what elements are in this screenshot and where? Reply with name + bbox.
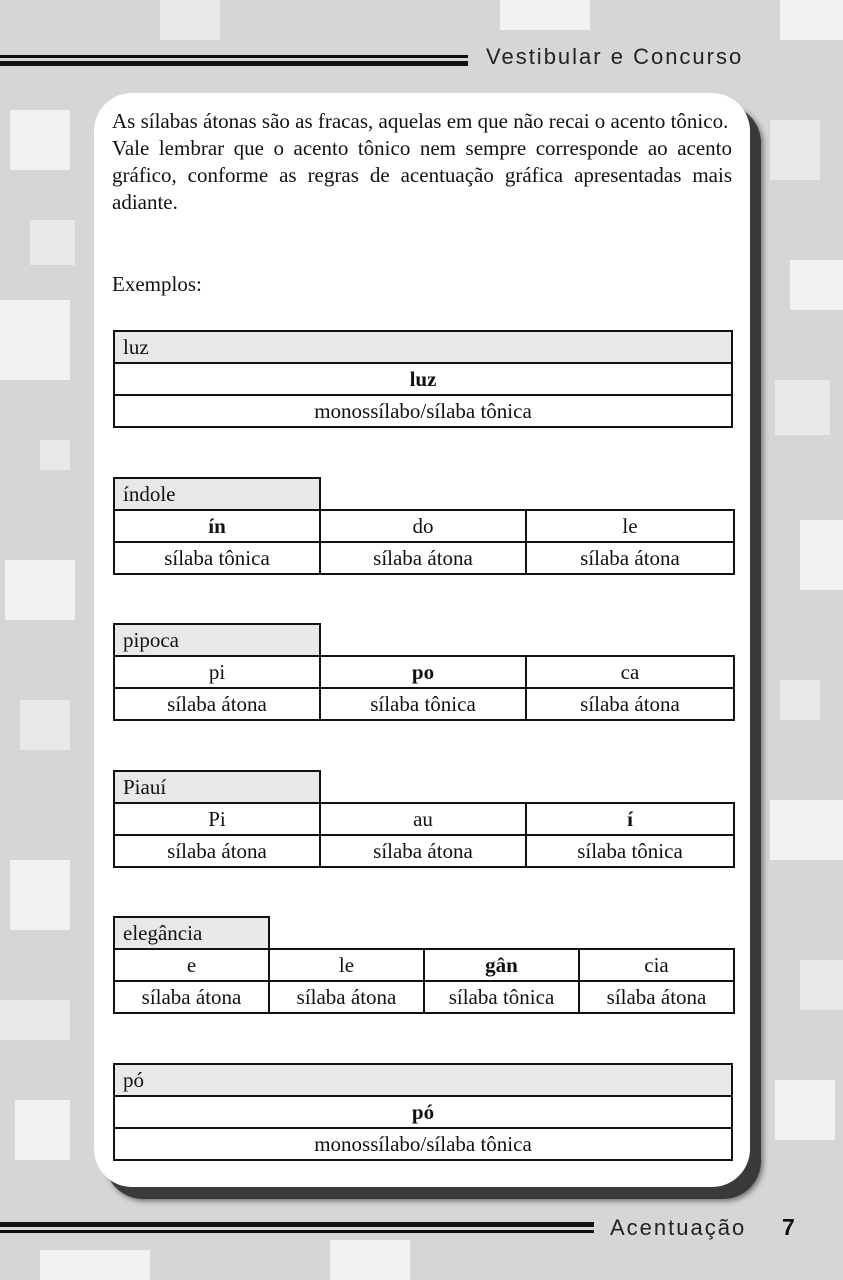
syllable-cell: gân: [424, 949, 579, 981]
syllable-cell: au: [320, 803, 526, 835]
syllable-cell: ca: [526, 656, 734, 688]
syllable-cell: í: [526, 803, 734, 835]
word-cell: luz: [114, 331, 732, 363]
syllable-cell: do: [320, 510, 526, 542]
footer-rule: [0, 1222, 594, 1236]
word-cell: pipoca: [114, 624, 320, 656]
syllable-table-elegancia: [113, 916, 735, 1014]
header-rule: [0, 55, 468, 69]
syllable-cell: pi: [114, 656, 320, 688]
syllable-cell: luz: [114, 363, 732, 395]
syllable-type-cell: sílaba tônica: [320, 688, 526, 720]
syllable-type-cell: sílaba átona: [114, 835, 320, 867]
syllable-table-pipoca: [113, 623, 735, 721]
intro-paragraph-2: Vale lembrar que o acento tônico nem sempre corresponde ao acento gráfico, conforme as regras de acentuação gráfica apresentadas mais adiante.: [112, 136, 732, 214]
syllable-type-cell: monossílabo/sílaba tônica: [114, 1128, 732, 1160]
syllable-cell: Pi: [114, 803, 320, 835]
word-cell: elegância: [114, 917, 269, 949]
word-cell: Piauí: [114, 771, 320, 803]
word-cell: pó: [114, 1064, 732, 1096]
page-number: 7: [782, 1214, 795, 1240]
syllable-type-cell: sílaba átona: [269, 981, 424, 1013]
syllable-type-cell: sílaba tônica: [114, 542, 320, 574]
syllable-cell: e: [114, 949, 269, 981]
syllable-type-cell: sílaba átona: [526, 542, 734, 574]
examples-label: Exemplos:: [112, 272, 202, 296]
syllable-cell: pó: [114, 1096, 732, 1128]
intro-paragraph-1: As sílabas átonas são as fracas, aquelas em que não recai o acento tônico.: [112, 109, 729, 133]
syllable-type-cell: sílaba átona: [526, 688, 734, 720]
syllable-type-cell: sílaba tônica: [526, 835, 734, 867]
syllable-table-po: [113, 1063, 733, 1161]
syllable-table-luz: [113, 330, 733, 428]
syllable-table-piaui: [113, 770, 735, 868]
syllable-type-cell: sílaba tônica: [424, 981, 579, 1013]
syllable-type-cell: sílaba átona: [320, 835, 526, 867]
syllable-type-cell: sílaba átona: [114, 981, 269, 1013]
syllable-cell: po: [320, 656, 526, 688]
syllable-cell: le: [526, 510, 734, 542]
syllable-type-cell: sílaba átona: [320, 542, 526, 574]
syllable-cell: cia: [579, 949, 734, 981]
footer-section-title: Acentuação: [610, 1215, 747, 1240]
syllable-type-cell: sílaba átona: [579, 981, 734, 1013]
word-cell: índole: [114, 478, 320, 510]
header-title: Vestibular e Concurso: [486, 44, 744, 69]
syllable-type-cell: sílaba átona: [114, 688, 320, 720]
syllable-table-indole: [113, 477, 735, 575]
syllable-cell: le: [269, 949, 424, 981]
syllable-type-cell: monossílabo/sílaba tônica: [114, 395, 732, 427]
syllable-cell: ín: [114, 510, 320, 542]
intro-text: [112, 108, 732, 216]
